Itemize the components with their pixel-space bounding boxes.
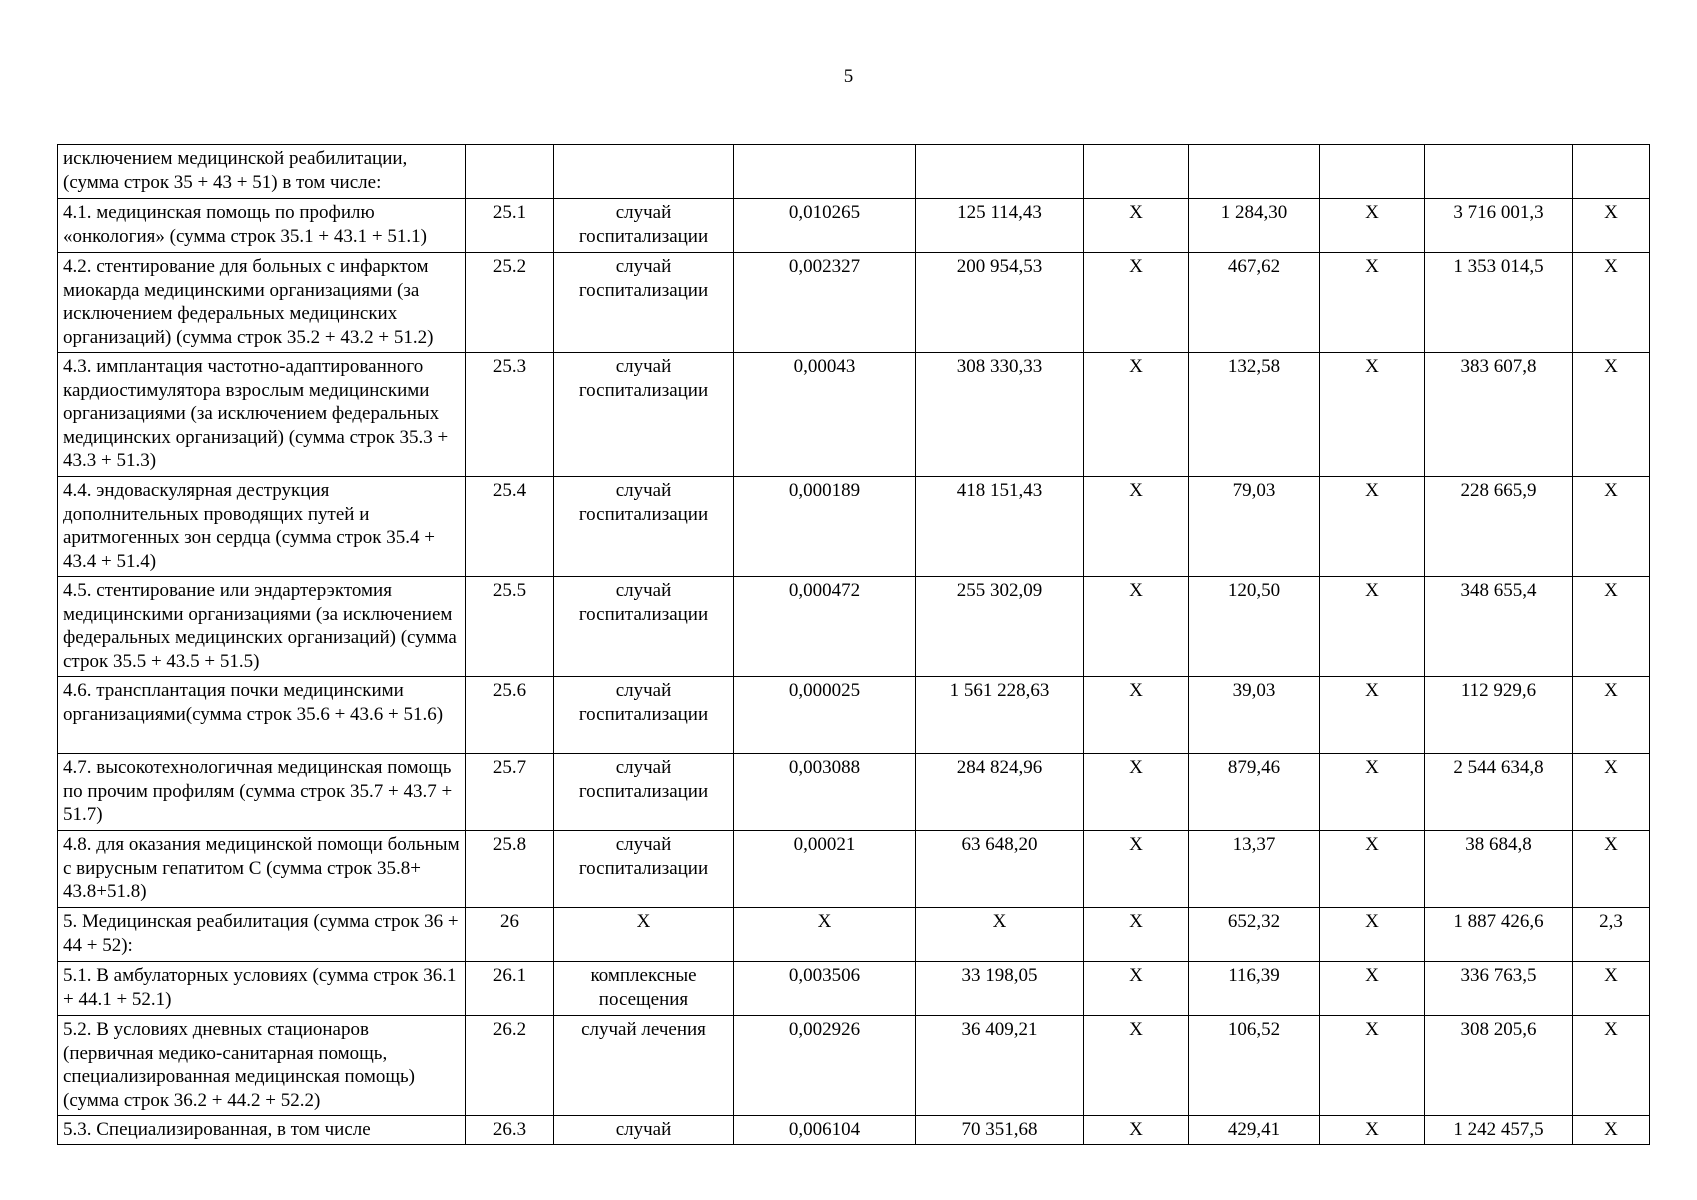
row-norm: [734, 145, 916, 199]
table-row: [58, 754, 1650, 831]
row-cost: 70 351,68: [916, 1116, 1084, 1145]
row-col7: 429,41: [1189, 1116, 1320, 1145]
row-col8: X: [1320, 962, 1425, 1016]
table-row: [58, 677, 1650, 754]
row-col8: [1320, 145, 1425, 199]
row-name: 4.5. стентирование или эндартерэктомия медицинскими организациями (за исключением федеральных медицинских организаций) (сумма строк 35.5 + 43.5 + 51.5): [58, 577, 466, 677]
row-line-number: 25.4: [466, 477, 554, 577]
row-col6: X: [1084, 908, 1189, 962]
row-unit: случай госпитализации: [554, 477, 734, 577]
row-col7: 79,03: [1189, 477, 1320, 577]
row-unit: случай госпитализации: [554, 677, 734, 754]
row-col7: 1 284,30: [1189, 199, 1320, 253]
row-col8: X: [1320, 677, 1425, 754]
row-col9: 383 607,8: [1425, 353, 1573, 477]
row-col7: 120,50: [1189, 577, 1320, 677]
row-cost: 63 648,20: [916, 831, 1084, 908]
row-line-number: 25.8: [466, 831, 554, 908]
row-col8: X: [1320, 1016, 1425, 1116]
row-col9: 1 887 426,6: [1425, 908, 1573, 962]
row-unit: случай госпитализации: [554, 199, 734, 253]
row-col10: 2,3: [1573, 908, 1650, 962]
table-row: [58, 1116, 1650, 1145]
row-line-number: 26.1: [466, 962, 554, 1016]
row-col7: 879,46: [1189, 754, 1320, 831]
row-name: 4.4. эндоваскулярная деструкция дополнительных проводящих путей и аритмогенных зон сердца (сумма строк 35.4 + 43.4 + 51.4): [58, 477, 466, 577]
row-name: 4.6. трансплантация почки медицинскими организациями(сумма строк 35.6 + 43.6 + 51.6): [58, 677, 466, 754]
row-col6: X: [1084, 1016, 1189, 1116]
row-norm: 0,006104: [734, 1116, 916, 1145]
page-number: 5: [843, 66, 854, 87]
row-col9: 3 716 001,3: [1425, 199, 1573, 253]
row-col7: 132,58: [1189, 353, 1320, 477]
row-col9: 112 929,6: [1425, 677, 1573, 754]
table-row: [58, 145, 1650, 199]
row-norm: 0,002327: [734, 253, 916, 353]
row-unit: случай госпитализации: [554, 754, 734, 831]
row-name: 5.2. В условиях дневных стационаров (первичная медико-санитарная помощь, специализированная медицинская помощь) (сумма строк 36.2 + 44.2 + 52.2): [58, 1016, 466, 1116]
row-col7: 13,37: [1189, 831, 1320, 908]
row-name: 5.3. Специализированная, в том числе: [58, 1116, 466, 1145]
row-cost: [916, 145, 1084, 199]
row-unit: случай госпитализации: [554, 577, 734, 677]
row-col9: 308 205,6: [1425, 1016, 1573, 1116]
row-col7: [1189, 145, 1320, 199]
row-col7: 39,03: [1189, 677, 1320, 754]
row-cost: 1 561 228,63: [916, 677, 1084, 754]
row-line-number: 25.7: [466, 754, 554, 831]
norms-table: [57, 144, 1650, 1145]
row-line-number: 26: [466, 908, 554, 962]
row-col8: X: [1320, 1116, 1425, 1145]
row-line-number: 25.2: [466, 253, 554, 353]
row-col8: X: [1320, 908, 1425, 962]
row-unit: случай госпитализации: [554, 353, 734, 477]
table-body: [58, 145, 1650, 1145]
row-line-number: 26.3: [466, 1116, 554, 1145]
row-unit: случай лечения: [554, 1016, 734, 1116]
row-line-number: 26.2: [466, 1016, 554, 1116]
row-line-number: 25.3: [466, 353, 554, 477]
row-col6: X: [1084, 199, 1189, 253]
row-norm: 0,000189: [734, 477, 916, 577]
row-col10: X: [1573, 1116, 1650, 1145]
row-name: 5. Медицинская реабилитация (сумма строк 36 + 44 + 52):: [58, 908, 466, 962]
row-col6: X: [1084, 577, 1189, 677]
row-col10: X: [1573, 253, 1650, 353]
row-col6: X: [1084, 831, 1189, 908]
row-name: 4.7. высокотехнологичная медицинская помощь по прочим профилям (сумма строк 35.7 + 43.7 + 51.7): [58, 754, 466, 831]
row-cost: 308 330,33: [916, 353, 1084, 477]
row-col9: 228 665,9: [1425, 477, 1573, 577]
row-cost: 125 114,43: [916, 199, 1084, 253]
row-col6: X: [1084, 253, 1189, 353]
row-col10: X: [1573, 831, 1650, 908]
row-col10: X: [1573, 754, 1650, 831]
row-col7: 467,62: [1189, 253, 1320, 353]
row-col7: 116,39: [1189, 962, 1320, 1016]
row-norm: 0,000472: [734, 577, 916, 677]
row-col9: [1425, 145, 1573, 199]
row-col6: X: [1084, 677, 1189, 754]
row-unit: X: [554, 908, 734, 962]
row-col10: X: [1573, 477, 1650, 577]
row-name: 4.8. для оказания медицинской помощи больным с вирусным гепатитом С (сумма строк 35.8+ 43.8+51.8): [58, 831, 466, 908]
row-unit: комплексные посещения: [554, 962, 734, 1016]
row-col10: X: [1573, 677, 1650, 754]
table-row: [58, 831, 1650, 908]
row-col10: [1573, 145, 1650, 199]
row-col8: X: [1320, 577, 1425, 677]
row-col8: X: [1320, 477, 1425, 577]
row-col6: X: [1084, 754, 1189, 831]
row-col10: X: [1573, 199, 1650, 253]
row-col6: [1084, 145, 1189, 199]
row-norm: 0,010265: [734, 199, 916, 253]
row-col9: 348 655,4: [1425, 577, 1573, 677]
row-name: исключением медицинской реабилитации, (сумма строк 35 + 43 + 51) в том числе:: [58, 145, 466, 199]
row-line-number: [466, 145, 554, 199]
row-col9: 336 763,5: [1425, 962, 1573, 1016]
row-norm: 0,000025: [734, 677, 916, 754]
row-cost: 36 409,21: [916, 1016, 1084, 1116]
table-row: [58, 477, 1650, 577]
row-col8: X: [1320, 754, 1425, 831]
row-col9: 2 544 634,8: [1425, 754, 1573, 831]
row-col8: X: [1320, 353, 1425, 477]
row-norm: 0,00021: [734, 831, 916, 908]
row-cost: 418 151,43: [916, 477, 1084, 577]
row-cost: 284 824,96: [916, 754, 1084, 831]
row-norm: 0,003506: [734, 962, 916, 1016]
row-norm: X: [734, 908, 916, 962]
row-name: 4.1. медицинская помощь по профилю «онкология» (сумма строк 35.1 + 43.1 + 51.1): [58, 199, 466, 253]
table-row: [58, 1016, 1650, 1116]
row-col8: X: [1320, 831, 1425, 908]
row-cost: 200 954,53: [916, 253, 1084, 353]
row-line-number: 25.6: [466, 677, 554, 754]
row-col9: 1 242 457,5: [1425, 1116, 1573, 1145]
row-norm: 0,002926: [734, 1016, 916, 1116]
row-line-number: 25.1: [466, 199, 554, 253]
table-row: [58, 199, 1650, 253]
table-row: [58, 353, 1650, 477]
row-norm: 0,00043: [734, 353, 916, 477]
row-name: 4.2. стентирование для больных с инфарктом миокарда медицинскими организациями (за исключением федеральных медицинских организаций) (сумма строк 35.2 + 43.2 + 51.2): [58, 253, 466, 353]
row-line-number: 25.5: [466, 577, 554, 677]
row-cost: 33 198,05: [916, 962, 1084, 1016]
table-row: [58, 962, 1650, 1016]
table-row: [58, 577, 1650, 677]
row-col6: X: [1084, 477, 1189, 577]
row-col9: 1 353 014,5: [1425, 253, 1573, 353]
row-norm: 0,003088: [734, 754, 916, 831]
row-col7: 652,32: [1189, 908, 1320, 962]
row-unit: случай госпитализации: [554, 253, 734, 353]
row-col6: X: [1084, 1116, 1189, 1145]
row-unit: случай: [554, 1116, 734, 1145]
row-unit: [554, 145, 734, 199]
row-col10: X: [1573, 577, 1650, 677]
row-col9: 38 684,8: [1425, 831, 1573, 908]
row-name: 5.1. В амбулаторных условиях (сумма строк 36.1 + 44.1 + 52.1): [58, 962, 466, 1016]
row-col10: X: [1573, 353, 1650, 477]
row-unit: случай госпитализации: [554, 831, 734, 908]
table-row: [58, 908, 1650, 962]
row-col8: X: [1320, 199, 1425, 253]
row-col10: X: [1573, 1016, 1650, 1116]
row-cost: X: [916, 908, 1084, 962]
table-row: [58, 253, 1650, 353]
row-col6: X: [1084, 353, 1189, 477]
row-col8: X: [1320, 253, 1425, 353]
row-col6: X: [1084, 962, 1189, 1016]
row-name: 4.3. имплантация частотно-адаптированного кардиостимулятора взрослым медицинскими организациями (за исключением федеральных медицинских организаций) (сумма строк 35.3 + 43.3 + 51.3): [58, 353, 466, 477]
row-cost: 255 302,09: [916, 577, 1084, 677]
row-col10: X: [1573, 962, 1650, 1016]
row-col7: 106,52: [1189, 1016, 1320, 1116]
